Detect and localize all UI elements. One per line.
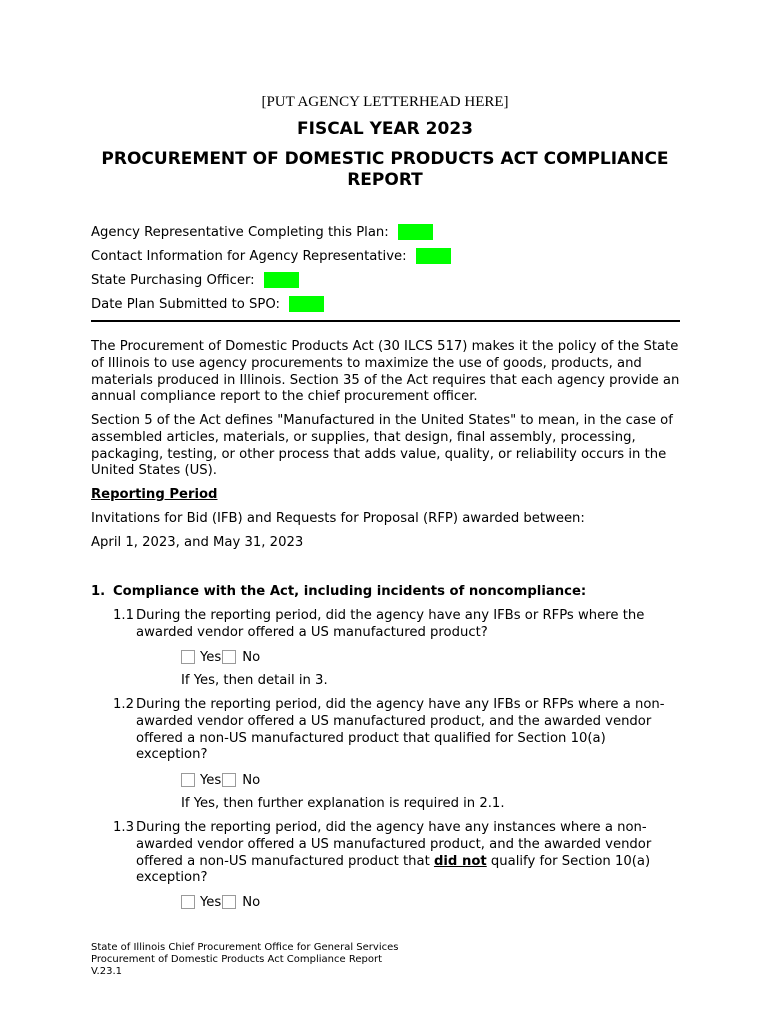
question-number: 1.1 <box>113 608 134 623</box>
intro-paragraph-2: Section 5 of the Act defines "Manufactured in the United States" to mean, in the case of assembled articles, materials, or supplies, that design, final assembly, processing, packaging, testing, or other process that adds value, quality, or reliability occurs in the United States (US). <box>91 413 673 479</box>
yes-checkbox[interactable] <box>181 650 195 664</box>
field-label: Agency Representative Completing this Plan: <box>91 224 389 240</box>
contact-information-input[interactable] <box>416 248 451 264</box>
no-label: No <box>242 649 261 665</box>
field-label: Contact Information for Agency Representative: <box>91 248 407 264</box>
question-1-3-text <box>136 820 681 887</box>
reporting-period-heading: Reporting Period <box>91 487 218 502</box>
no-label: No <box>242 894 261 910</box>
question-1-1-answer <box>181 648 261 666</box>
question-text-part: During the reporting period, did the agency have any instances where a non-awarded vendor offered a US manufactured product, and the awarded vendor offered a non-US manufactured product that <box>136 820 652 869</box>
yes-label: Yes <box>200 894 222 910</box>
question-number: 1.3 <box>113 820 134 835</box>
date-submitted-input[interactable] <box>289 296 324 312</box>
section-title: Compliance with the Act, including incidents of noncompliance: <box>113 584 587 599</box>
report-title: PROCUREMENT OF DOMESTIC PRODUCTS ACT COMPLIANCE REPORT <box>101 149 669 190</box>
page-footer <box>91 942 398 978</box>
question-1-2-note: If Yes, then further explanation is required in 2.1. <box>181 796 505 811</box>
intro-paragraph-1: The Procurement of Domestic Products Act (30 ILCS 517) makes it the policy of the State of Illinois to use agency procurements to maximize the use of goods, products, and materials produced in Illinois. Section 35 of the Act requires that each agency provide an annual compliance report to the chief procurement officer. <box>91 339 680 405</box>
question-1-3-answer <box>181 893 261 911</box>
letterhead-placeholder: [PUT AGENCY LETTERHEAD HERE] <box>261 94 509 110</box>
field-state-purchasing-officer <box>91 271 299 289</box>
footer-line: State of Illinois Chief Procurement Office for General Services <box>91 942 399 953</box>
emphasis-did-not: did not <box>433 853 487 869</box>
field-label: State Purchasing Officer: <box>91 272 255 288</box>
field-date-submitted <box>91 295 324 313</box>
question-1-2-answer <box>181 771 261 789</box>
question-number: 1.2 <box>113 697 134 712</box>
state-purchasing-officer-input[interactable] <box>264 272 299 288</box>
question-text-part: qualify for Section 10(a) exception? <box>136 853 651 886</box>
field-label: Date Plan Submitted to SPO: <box>91 296 280 312</box>
footer-version: V.23.1 <box>91 966 122 977</box>
reporting-period-dates: April 1, 2023, and May 31, 2023 <box>91 535 304 550</box>
section-number: 1. <box>91 584 106 599</box>
yes-checkbox[interactable] <box>181 895 195 909</box>
question-1-1-text: During the reporting period, did the agency have any IFBs or RFPs where the awarded vendor offered a US manufactured product? <box>136 608 645 640</box>
no-label: No <box>242 772 261 788</box>
fiscal-year-title: FISCAL YEAR 2023 <box>297 119 473 139</box>
yes-checkbox[interactable] <box>181 773 195 787</box>
question-1-2-text: During the reporting period, did the agency have any IFBs or RFPs where a non-awarded vendor offered a US manufactured product, and the awarded vendor offered a non-US manufactured product that qualified for Section 10(a) exception? <box>136 697 665 763</box>
footer-line: Procurement of Domestic Products Act Compliance Report <box>91 954 383 965</box>
yes-label: Yes <box>200 772 222 788</box>
question-1-1-note: If Yes, then detail in 3. <box>181 673 328 688</box>
no-checkbox[interactable] <box>222 650 236 664</box>
yes-label: Yes <box>200 649 222 665</box>
divider <box>91 320 680 322</box>
field-contact-information <box>91 247 451 265</box>
field-agency-representative <box>91 223 433 241</box>
no-checkbox[interactable] <box>222 895 236 909</box>
agency-representative-input[interactable] <box>398 224 433 240</box>
no-checkbox[interactable] <box>222 773 236 787</box>
reporting-period-description: Invitations for Bid (IFB) and Requests for Proposal (RFP) awarded between: <box>91 511 585 526</box>
